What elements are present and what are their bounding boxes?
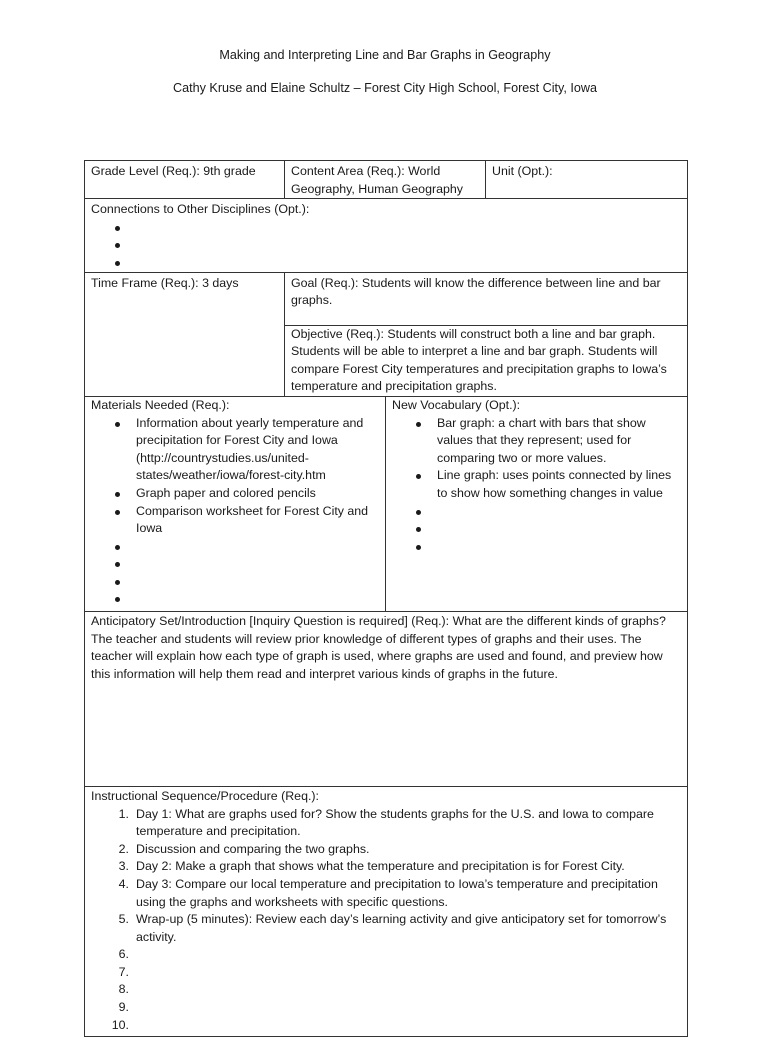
step-number: 9. xyxy=(118,1000,129,1015)
step-text: Wrap-up (5 minutes): Review each day’s learning activity and give anticipatory set for tomorrow’s activity. xyxy=(136,912,667,944)
connections-bullet xyxy=(91,254,681,272)
objective-cell: Objective (Req.): Students will construct both a line and bar graph. Students will be able to interpret a line and bar graph. Students will compare Forest City temperatures and precipitation graphs to Iowa’s temperature and precipitation graphs. xyxy=(285,325,688,396)
vocabulary-item: Bar graph: a chart with bars that show values that they represent; used for comparing two or more values. xyxy=(392,415,681,468)
step-number: 4. xyxy=(118,876,129,891)
materials-item xyxy=(91,573,379,591)
materials-item: Comparison worksheet for Forest City and Iowa xyxy=(91,503,379,538)
materials-label: Materials Needed (Req.): xyxy=(91,397,230,412)
connections-cell xyxy=(85,199,688,272)
procedure-step xyxy=(91,911,681,946)
procedure-step xyxy=(91,981,681,999)
step-number: 6. xyxy=(118,947,129,962)
procedure-step xyxy=(91,876,681,911)
lesson-plan-table xyxy=(84,160,688,1037)
step-number: 5. xyxy=(118,912,129,927)
step-text: Discussion and comparing the two graphs. xyxy=(136,841,370,856)
vocabulary-cell xyxy=(386,396,688,611)
step-number: 10. xyxy=(111,1017,129,1032)
materials-cell xyxy=(85,396,386,611)
step-number: 2. xyxy=(118,841,129,856)
procedure-step xyxy=(91,806,681,841)
time-frame-cell: Time Frame (Req.): 3 days xyxy=(85,272,285,396)
materials-item xyxy=(91,538,379,556)
procedure-step xyxy=(91,999,681,1017)
materials-item: Graph paper and colored pencils xyxy=(91,485,379,503)
content-area-cell: Content Area (Req.): World Geography, Human Geography xyxy=(285,161,486,199)
step-number: 1. xyxy=(118,806,129,821)
step-number: 8. xyxy=(118,982,129,997)
vocabulary-item xyxy=(392,503,681,521)
unit-cell: Unit (Opt.): xyxy=(486,161,688,199)
grade-level-cell: Grade Level (Req.): 9th grade xyxy=(85,161,285,199)
step-text: Day 3: Compare our local temperature and precipitation to Iowa’s temperature and precipitation using the graphs and worksheets with specific questions. xyxy=(136,876,658,909)
procedure-step xyxy=(91,946,681,964)
step-text: Day 1: What are graphs used for? Show the students graphs for the U.S. and Iowa to compare temperature and precipitation. xyxy=(136,806,654,839)
connections-bullet xyxy=(91,219,681,237)
procedure-step xyxy=(91,858,681,876)
document-authors: Cathy Kruse and Elaine Schultz – Forest City High School, Forest City, Iowa xyxy=(173,81,597,95)
materials-list xyxy=(91,415,379,609)
step-number: 7. xyxy=(118,964,129,979)
vocabulary-item xyxy=(392,538,681,556)
vocabulary-label: New Vocabulary (Opt.): xyxy=(392,397,521,412)
procedure-label: Instructional Sequence/Procedure (Req.): xyxy=(91,788,319,803)
materials-item: Information about yearly temperature and precipitation for Forest City and Iowa (http://countrystudies.us/united-states/weather/iowa/forest-city.htm xyxy=(91,415,379,485)
document-title: Making and Interpreting Line and Bar Graphs in Geography xyxy=(219,48,551,62)
connections-list xyxy=(91,219,681,272)
procedure-list xyxy=(91,806,681,1035)
goal-cell: Goal (Req.): Students will know the difference between line and bar graphs. xyxy=(285,272,688,325)
procedure-step xyxy=(91,841,681,859)
connections-bullet xyxy=(91,236,681,254)
procedure-step xyxy=(91,964,681,982)
connections-label: Connections to Other Disciplines (Opt.): xyxy=(91,202,310,217)
anticipatory-set-cell: Anticipatory Set/Introduction [Inquiry Question is required] (Req.): What are the different kinds of graphs? The teacher and students will review prior knowledge of different types of graphs and their uses. The teacher will explain how each type of graph is used, where graphs are used and found, and preview how this information will help them read and interpret various kinds of graphs in the future. xyxy=(85,611,688,786)
procedure-cell xyxy=(85,786,688,1036)
procedure-step xyxy=(91,1017,681,1035)
vocabulary-list xyxy=(392,415,681,556)
vocabulary-item: Line graph: uses points connected by lines to show how something changes in value xyxy=(392,467,681,502)
step-text: Day 2: Make a graph that shows what the temperature and precipitation is for Forest City. xyxy=(136,859,625,874)
vocabulary-item xyxy=(392,520,681,538)
materials-item xyxy=(91,555,379,573)
step-number: 3. xyxy=(118,859,129,874)
materials-item xyxy=(91,590,379,608)
